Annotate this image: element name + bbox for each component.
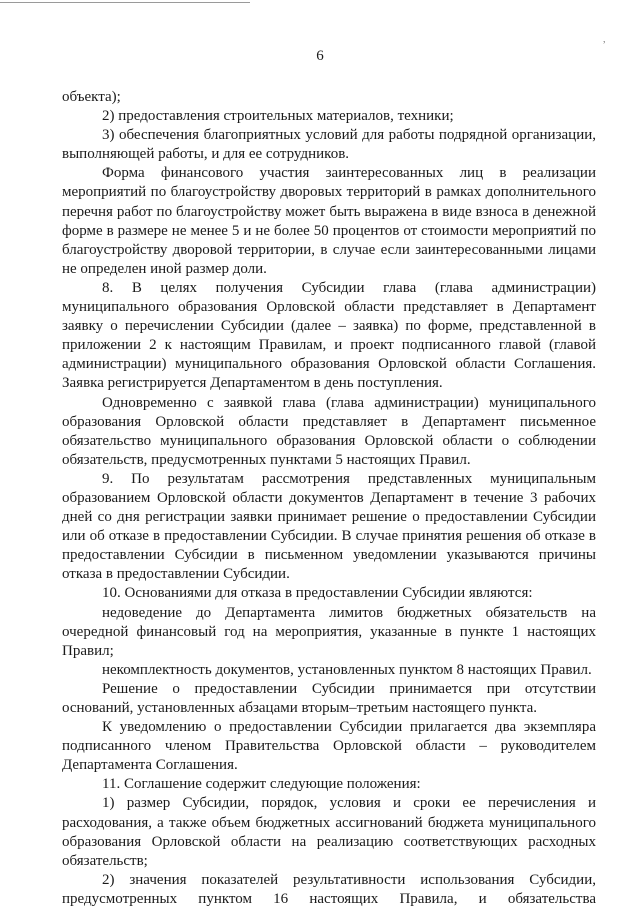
paragraph: недоведение до Департамента лимитов бюджетных обязательств на очередной финансовый год на мероприятия, указанные в пункте 1 настоящих Правил;: [62, 604, 596, 659]
paragraph: Решение о предоставлении Субсидии принимается при отсутствии оснований, установленных абзацами вторым–третьим настоящего пункта.: [62, 680, 596, 716]
paragraph: 3) обеспечения благоприятных условий для работы подрядной организации, выполняющей работы, и для ее сотрудников.: [62, 127, 596, 163]
paragraph: Форма финансового участия заинтересованных лиц в реализации мероприятий по благоустройству дворовых территорий в рамках дополнительного перечня работ по благоустройству может быть выражена в виде взноса в денежной форме в размере не менее 5 и не более 50 процентов от стоимости мероприятий по благоустройству дворовой территории, в случае если заинтересованными лицами не определен иной размер доли.: [62, 165, 596, 277]
paragraph: 11. Соглашение содержит следующие положения:: [102, 776, 421, 793]
paragraph: 1) размер Субсидии, порядок, условия и сроки ее перечисления и расходования, а также объем бюджетных ассигнований бюджета муниципального образования Орловской области на реализацию соответствующих расходных обязательств;: [62, 795, 596, 869]
scan-speck: ,: [603, 34, 606, 45]
document-body: [62, 88, 596, 909]
page-number: 6: [316, 48, 324, 64]
paragraph: 10. Основаниями для отказа в предоставлении Субсидии являются:: [102, 585, 533, 602]
paragraph: 8. В целях получения Субсидии глава (глава администрации) муниципального образования Орловской области представляет в Департамент заявку о перечислении Субсидии (далее – заявка) по форме, представленной в приложении 2 к настоящим Правилам, и проект подписанного главой (главой администрации) муниципального образования Орловской области Соглашения. Заявка регистрируется Департаментом в день поступления.: [62, 279, 596, 392]
paragraph: Одновременно с заявкой глава (глава администрации) муниципального образования Орловской области представляет в Департамент письменное обязательство муниципального образования Орловской области о соблюдении обязательств, предусмотренных пунктами 5 настоящих Правил.: [62, 394, 596, 468]
paragraph: 2) значения показателей результативности использования Субсидии, предусмотренных пунктом 16 настоящих Правила, и обязательства: [62, 871, 596, 907]
paragraph: 2) предоставления строительных материалов, техники;: [102, 108, 454, 125]
paragraph: К уведомлению о предоставлении Субсидии прилагается два экземпляра подписанного членом Правительства Орловской области – руководителем Департамента Соглашения.: [62, 719, 596, 774]
paragraph: 9. По результатам рассмотрения представленных муниципальным образованием Орловской области документов Департамент в течение 3 рабочих дней со дня регистрации заявки принимает решение о предоставлении Субсидии или об отказе в предоставлении Субсидии. В случае принятия решения об отказе в предоставлении Субсидии в письменном уведомлении указываются причины отказа в предоставлении Субсидии.: [62, 470, 596, 583]
paragraph: некомплектность документов, установленных пунктом 8 настоящих Правил.: [102, 661, 592, 678]
paragraph: объекта);: [62, 89, 121, 105]
top-rule: [0, 2, 250, 3]
